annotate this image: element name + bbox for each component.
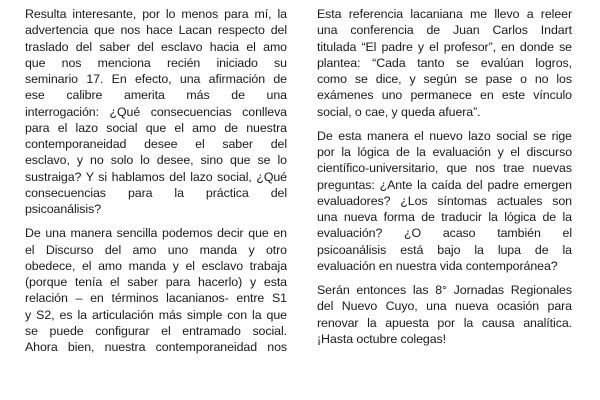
text-line: contemporaneidad desee el saber del xyxy=(25,137,287,151)
text-line: exámenes uno permanece en este vínculo xyxy=(317,88,572,103)
paragraph-nuevo-lazo-social xyxy=(317,128,572,274)
text-line: plantea: “Cada tanto se evalúan logros, xyxy=(317,55,572,70)
text-line: como se dice, y según se pase o no los xyxy=(317,72,572,86)
text-line: evaluación en nuestra vida contemporánea? xyxy=(317,258,558,273)
paragraph-spacer xyxy=(317,274,572,282)
paragraph-lacan-advertencia xyxy=(25,6,287,217)
text-line: evaluación? ¿O acaso también el xyxy=(317,226,572,241)
text-line: De esta manera el nuevo lazo social se rige xyxy=(317,128,572,143)
text-line: del Nuevo Cuyo, una nueva ocasión para xyxy=(317,299,572,314)
paragraph-discurso-del-amo xyxy=(25,225,287,355)
paragraph-indart-referencia xyxy=(317,6,572,120)
text-line: obedece, el amo manda y el esclavo trabaja xyxy=(25,258,287,273)
text-line: y S2, es la articulación más simple con la que xyxy=(25,307,287,322)
text-line: para el lazo social que el amo de nuestra xyxy=(25,120,287,135)
text-line: titulada “El padre y el profesor”, en donde se xyxy=(317,39,572,54)
text-line: interrogación: ¿Qué consecuencias conlleva xyxy=(25,104,287,119)
text-line: que nos menciona recién iniciado su xyxy=(25,55,287,70)
paragraph-jornadas-regionales xyxy=(317,282,572,347)
text-line: ¡Hasta octubre colegas! xyxy=(317,331,447,346)
text-line: traslado del saber del esclavo hacia el amo xyxy=(25,39,287,54)
text-line: advertencia que nos hace Lacan respecto del xyxy=(25,23,287,38)
text-line: De una manera sencilla podemos decir que en xyxy=(25,226,287,241)
text-line: Ahora bien, nuestra contemporaneidad nos xyxy=(25,340,287,354)
right-column xyxy=(317,6,572,347)
text-line: renovar la apuesta por la causa analítica. xyxy=(317,315,572,330)
text-line: ese calibre amerita más de una xyxy=(25,88,287,103)
text-line: Resulta interesante, por lo menos para mí, la xyxy=(25,7,287,21)
text-line: Serán entonces las 8° Jornadas Regionales xyxy=(317,283,572,297)
text-line: seminario 17. En efecto, una afirmación de xyxy=(25,72,287,86)
text-line: por la lógica de la evaluación y el discurso xyxy=(317,145,572,159)
text-line: una nueva forma de traducir la lógica de la xyxy=(317,210,572,224)
text-line: psicoanálisis está bajo la lupa de la xyxy=(317,242,572,257)
text-line: sustraiga? Y si hablamos del lazo social, ¿Qué xyxy=(25,169,287,184)
text-line: una conferencia de Juan Carlos Indart xyxy=(317,23,572,38)
text-line: el Discurso del amo uno manda y otro xyxy=(25,242,287,257)
text-line: Esta referencia lacaniana me llevo a releer xyxy=(317,7,572,21)
text-line: esclavo, y no solo lo desee, sino que se lo xyxy=(25,153,287,168)
text-line: psicoanálisis? xyxy=(25,202,102,216)
text-line: científico-universitario, que nos trae nuevas xyxy=(317,161,572,176)
text-line: evaluadores? ¿Los síntomas actuales son xyxy=(317,193,572,208)
paragraph-spacer xyxy=(317,120,572,128)
paragraph-spacer xyxy=(25,217,287,225)
text-line: social, o cae, y queda afuera”. xyxy=(317,104,481,119)
text-line: se puede configurar el entramado social. xyxy=(25,323,287,338)
text-line: consecuencias para la práctica del xyxy=(25,185,287,200)
text-line: preguntas: ¿Ante la caída del padre emergen xyxy=(317,177,572,192)
text-line: relación – en términos lacanianos- entre S1 xyxy=(25,291,287,306)
text-line: (porque tenía el saber para hacerlo) y esta xyxy=(25,275,287,289)
left-column xyxy=(25,6,287,355)
